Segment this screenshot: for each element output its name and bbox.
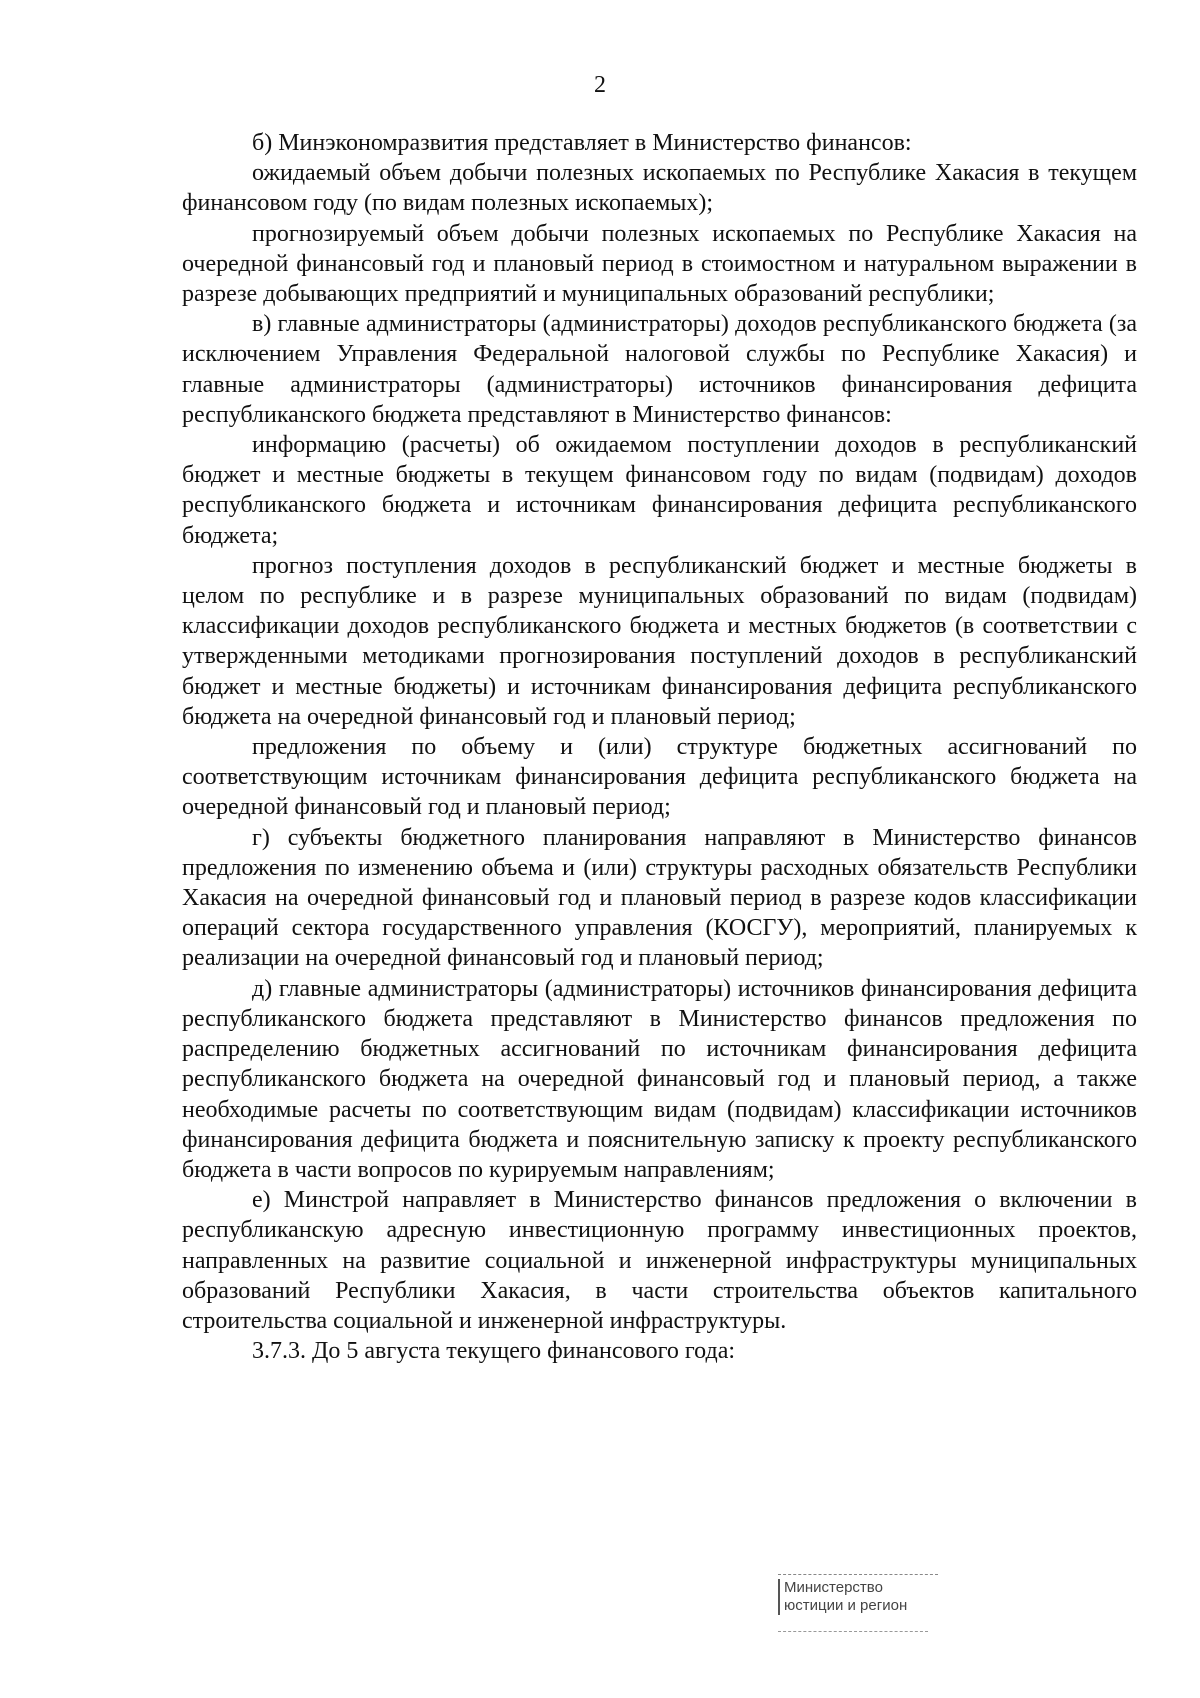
- paragraph: д) главные администраторы (администраторы) источников финансирования дефицита республиканского бюджета представляют в Министерство финансов предложения по распределению бюджетных ассигнований по источникам финансирования дефицита республиканского бюджета на очередной финансовый год и плановый период, а также необходимые расчеты по соответствующим видам (подвидам) классификации источников финансирования дефицита бюджета и пояснительную записку к проекту республиканского бюджета в части вопросов по курируемым направлениям;: [182, 975, 1137, 1183]
- stamp-smudge: [778, 1617, 928, 1632]
- paragraph: в) главные администраторы (администраторы) доходов республиканского бюджета (за исключением Управления Федеральной налоговой службы по Республике Хакасия) и главные администраторы (администраторы) источников финансирования дефицита республиканского бюджета представляют в Министерство финансов:: [182, 311, 1137, 428]
- paragraph: предложения по объему и (или) структуре бюджетных ассигнований по соответствующим источникам финансирования дефицита республиканского бюджета на очередной финансовый год и плановый период;: [182, 734, 1137, 821]
- paragraph: г) субъекты бюджетного планирования направляют в Министерство финансов предложения по изменению объема и (или) структуры расходных обязательств Республики Хакасия на очередной финансовый год и плановый период в разрезе кодов классификации операций сектора государственного управления (КОСГУ), мероприятий, планируемых к реализации на очередной финансовый год и плановый период;: [182, 824, 1137, 972]
- paragraph: прогнозируемый объем добычи полезных ископаемых по Республике Хакасия на очередной финансовый год и плановый период в стоимостном и натуральном выражении в разрезе добывающих предприятий и муниципальных образований республики;: [182, 220, 1137, 308]
- paragraph: прогноз поступления доходов в республиканский бюджет и местные бюджеты в целом по республике и в разрезе муниципальных образований по видам (подвидам) классификации доходов республиканского бюджета и местных бюджетов (в соответствии с утвержденными методиками прогнозирования поступлений доходов в республиканский бюджет и местные бюджеты) и источникам финансирования дефицита республиканского бюджета на очередной финансовый год и плановый период;: [182, 552, 1137, 730]
- paragraph: е) Минстрой направляет в Министерство финансов предложения о включении в республиканскую адресную инвестиционную программу инвестиционных проектов, направленных на развитие социальной и инженерной инфраструктуры муниципальных образований Республики Хакасия, в части строительства объектов капитального строительства социальной и инженерной инфраструктуры.: [182, 1187, 1137, 1334]
- stamp-line-ministry: Министерство: [784, 1579, 883, 1596]
- paragraph: информацию (расчеты) об ожидаемом поступлении доходов в республиканский бюджет и местные бюджеты в текущем финансовом году по видам (подвидам) доходов республиканского бюджета и источникам финансирования дефицита республиканского бюджета;: [182, 432, 1137, 549]
- document-body: [182, 128, 1137, 1366]
- paragraph: б) Минэкономразвития представляет в Министерство финансов:: [252, 130, 912, 156]
- paragraph: ожидаемый объем добычи полезных ископаемых по Республике Хакасия в текущем финансовом году (по видам полезных ископаемых);: [182, 160, 1137, 217]
- stamp-border: [778, 1574, 938, 1575]
- page-number: 2: [594, 72, 606, 98]
- paragraph: 3.7.3. До 5 августа текущего финансового года:: [252, 1338, 736, 1365]
- stamp-line-justice: юстиции и регион: [784, 1597, 908, 1614]
- registration-stamp: [778, 1574, 968, 1638]
